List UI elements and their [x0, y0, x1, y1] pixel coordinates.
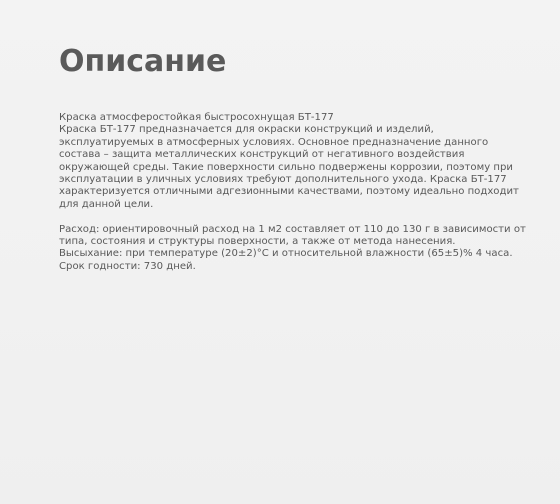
text-line: типа, состояния и структуры поверхности, а также от метода нанесения.: [59, 236, 456, 248]
text-line: эксплуатируемых в атмосферных условиях. Основное предназначение данного: [59, 136, 489, 148]
text-line: состава – защита металлических конструкций от негативного воздействия: [59, 149, 465, 161]
text-line: Краска БТ-177 предназначается для окраски конструкций и изделий,: [59, 124, 434, 136]
text-line: Краска атмосферостойкая быстросохнущая БТ-177: [59, 112, 334, 123]
usage-specs-paragraph: [59, 224, 529, 274]
consumption-line: Расход: ориентировочный расход на 1 м2 составляет от 110 до 130 г в зависимости от: [59, 223, 526, 235]
text-line: эксплуатации в уличных условиях требуют дополнительного ухода. Краска БТ-177: [59, 174, 507, 186]
product-description-paragraph: [59, 112, 529, 211]
text-line: для данной цели.: [59, 198, 154, 210]
drying-line: Высыхание: при температуре (20±2)°С и относительной влажности (65±5)% 4 часа.: [59, 248, 513, 260]
page-title: Описание: [59, 44, 227, 79]
text-line: характеризуется отличными адгезионными качествами, поэтому идеально подходит: [59, 186, 519, 198]
shelf-life-line: Срок годности: 730 дней.: [59, 260, 196, 272]
description-content: [59, 112, 529, 273]
text-line: окружающей среды. Такие поверхности сильно подвержены коррозии, поэтому при: [59, 161, 513, 173]
